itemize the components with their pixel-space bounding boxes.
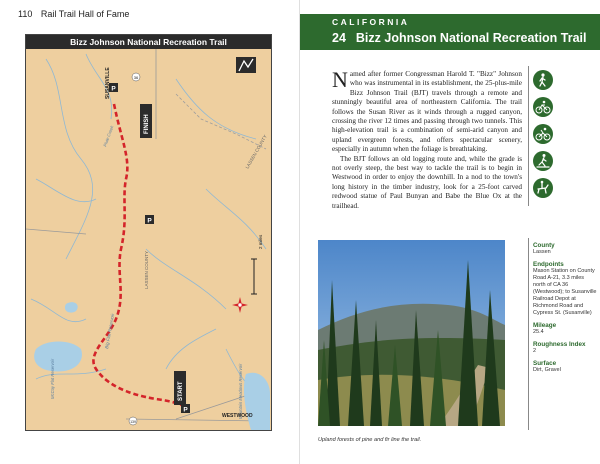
trail-map bbox=[25, 34, 272, 431]
map-graphic bbox=[26, 49, 271, 430]
mccoy-flat-reservoir bbox=[34, 342, 82, 372]
north-arrow-icon bbox=[232, 297, 248, 313]
svg-text:P: P bbox=[111, 85, 116, 93]
trail-title bbox=[332, 31, 587, 45]
lassen-county-mid-label: LASSEN COUNTY bbox=[144, 250, 149, 289]
paragraph-1: Named after former Congressman Harold T. "Bizz" Johnson who was instrumental in its establishment, the 25-plus-mile Bizz Johnson Trail (BJT) travels through a remote and stunningly beautiful area of northeastern California. The trail follows the Susan River as it winds through a rugged canyon, crossing the river 12 times and passing through two tunnels. This high-elevation trail is a combination of semi-arid canyon and upland evergreen forests, and offers spectacular scenery, especially in autumn when the foliage is breathtaking. bbox=[332, 67, 522, 154]
creek-label: Piute Creek bbox=[102, 125, 115, 148]
activity-icons bbox=[528, 66, 557, 206]
mountain-meadows-reservoir bbox=[244, 373, 270, 430]
hwy-139-label: 139 bbox=[130, 420, 136, 424]
mccoy-flat-label: McCoy Flat Reservoir bbox=[50, 358, 55, 399]
cross-country-ski-icon bbox=[533, 151, 553, 171]
right-page bbox=[300, 0, 600, 464]
trail-facts-sidebar bbox=[528, 238, 598, 430]
trail-photo bbox=[318, 240, 505, 426]
mountain-bike-icon bbox=[533, 124, 553, 144]
fact-mileage: Mileage 25.4 bbox=[533, 322, 557, 335]
county-line bbox=[176, 94, 266, 149]
walking-icon bbox=[533, 70, 553, 90]
page-header bbox=[18, 9, 129, 19]
svg-text:P: P bbox=[183, 406, 188, 414]
big-flat-label: Big Flat Reservoir bbox=[104, 313, 116, 350]
mountain-meadows-label: Mountain Meadows Reservoir bbox=[238, 363, 243, 419]
photo-caption: Upland forests of pine and fir line the trail. bbox=[318, 437, 422, 443]
trail-name: Bizz Johnson National Recreation Trail bbox=[355, 31, 587, 45]
fact-county: County Lassen bbox=[533, 242, 555, 255]
lassen-county-upper-label: LASSEN COUNTY bbox=[244, 134, 268, 170]
westwood-label: WESTWOOD bbox=[222, 413, 253, 419]
hwy-36-label: 36 bbox=[133, 75, 139, 80]
small-lake bbox=[65, 302, 78, 312]
state-label: CALIFORNIA bbox=[332, 17, 410, 27]
scale-label: 2 miles bbox=[258, 234, 263, 249]
paragraph-2: The BJT follows an old logging route and, while the grade is not overly steep, the best way to tackle the trail is to begin in Westwood in order to enjoy the downhill. In a nod to the town's long history in the timber industry, look for a 25-foot carved redwood statue of Paul Bunyan and Babe the Blue Ox at the trailhead. bbox=[332, 154, 522, 210]
drop-cap: N bbox=[332, 67, 348, 92]
svg-text:P: P bbox=[147, 217, 152, 225]
trail-description bbox=[332, 67, 522, 211]
trail-route bbox=[93, 104, 186, 407]
susanville-label: SUSANVILLE bbox=[105, 67, 111, 99]
fact-endpoints: Endpoints Mason Station on County Road A-21, 3.3 miles north of CA 36 (Westwood); to Susanville Railroad Depot at Richmond Road and Cypress St. (Susanville) bbox=[533, 261, 597, 316]
page-number: 110 bbox=[18, 9, 33, 19]
start-label: START bbox=[178, 381, 184, 401]
horseback-icon bbox=[533, 178, 553, 198]
fact-roughness: Roughness Index 2 bbox=[533, 341, 586, 354]
trail-number: 24 bbox=[332, 31, 346, 45]
cycling-icon bbox=[533, 97, 553, 117]
finish-label: FINISH bbox=[144, 114, 150, 134]
running-head: Rail Trail Hall of Fame bbox=[40, 9, 130, 19]
map-title: Bizz Johnson National Recreation Trail bbox=[26, 35, 271, 49]
fact-surface: Surface Dirt, Gravel bbox=[533, 360, 561, 373]
